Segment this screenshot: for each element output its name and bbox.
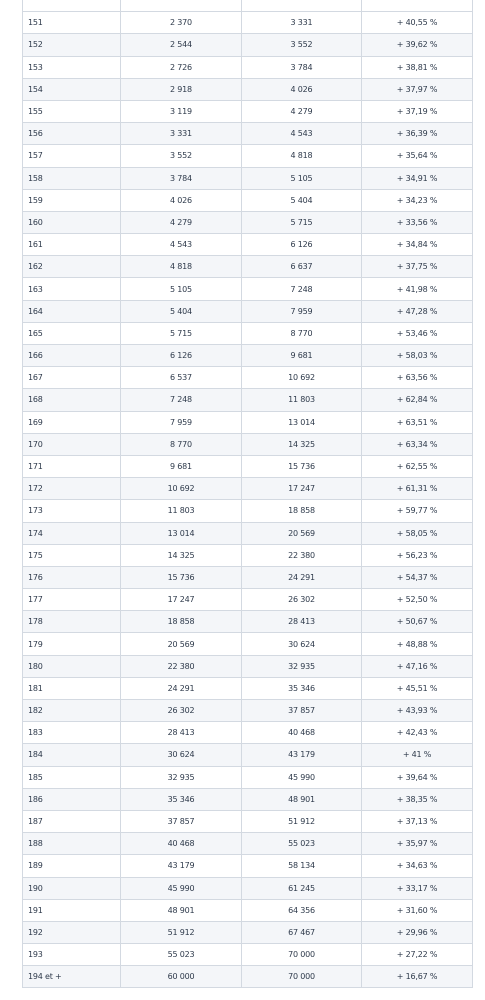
table-row — [23, 189, 473, 211]
percent-change-cell: + 56,23 % — [362, 544, 473, 566]
value-to-cell: 70 000 — [242, 966, 362, 988]
table-header-row-cut — [23, 0, 473, 12]
tranche-cell: 184 — [23, 744, 121, 766]
percent-change-cell: + 39,64 % — [362, 766, 473, 788]
table-row — [23, 589, 473, 611]
percent-change-cell: + 38,35 % — [362, 788, 473, 810]
value-from-cell: 3 119 — [121, 100, 242, 122]
tranche-cell: 156 — [23, 123, 121, 145]
tranche-cell: 162 — [23, 256, 121, 278]
table-row — [23, 766, 473, 788]
value-to-cell: 67 467 — [242, 921, 362, 943]
value-from-cell: 24 291 — [121, 677, 242, 699]
table-row — [23, 345, 473, 367]
percent-change-cell: + 31,60 % — [362, 899, 473, 921]
value-to-cell: 3 331 — [242, 12, 362, 34]
value-from-cell: 35 346 — [121, 788, 242, 810]
value-to-cell: 55 023 — [242, 833, 362, 855]
percent-change-cell: + 38,81 % — [362, 56, 473, 78]
table-row — [23, 855, 473, 877]
tranche-cell: 178 — [23, 611, 121, 633]
table-row — [23, 433, 473, 455]
percent-change-cell: + 36,39 % — [362, 123, 473, 145]
value-to-cell: 43 179 — [242, 744, 362, 766]
percent-change-cell: + 58,03 % — [362, 345, 473, 367]
tax-bracket-table-container — [22, 0, 472, 988]
table-row — [23, 744, 473, 766]
value-from-cell: 22 380 — [121, 655, 242, 677]
header-cell — [121, 0, 242, 12]
tranche-cell: 169 — [23, 411, 121, 433]
tranche-cell: 154 — [23, 78, 121, 100]
value-to-cell: 4 818 — [242, 145, 362, 167]
percent-change-cell: + 58,05 % — [362, 522, 473, 544]
percent-change-cell: + 42,43 % — [362, 722, 473, 744]
table-row — [23, 899, 473, 921]
tranche-cell: 166 — [23, 345, 121, 367]
value-to-cell: 28 413 — [242, 611, 362, 633]
percent-change-cell: + 35,64 % — [362, 145, 473, 167]
table-row — [23, 167, 473, 189]
value-to-cell: 17 247 — [242, 478, 362, 500]
table-row — [23, 966, 473, 988]
tranche-cell: 193 — [23, 944, 121, 966]
value-from-cell: 5 105 — [121, 278, 242, 300]
value-from-cell: 20 569 — [121, 633, 242, 655]
tranche-cell: 179 — [23, 633, 121, 655]
value-to-cell: 6 126 — [242, 234, 362, 256]
table-row — [23, 611, 473, 633]
value-from-cell: 18 858 — [121, 611, 242, 633]
value-from-cell: 51 912 — [121, 921, 242, 943]
tranche-cell: 186 — [23, 788, 121, 810]
header-cell — [362, 0, 473, 12]
percent-change-cell: + 34,63 % — [362, 855, 473, 877]
percent-change-cell: + 62,55 % — [362, 455, 473, 477]
value-to-cell: 51 912 — [242, 810, 362, 832]
value-to-cell: 20 569 — [242, 522, 362, 544]
tranche-cell: 163 — [23, 278, 121, 300]
value-from-cell: 4 026 — [121, 189, 242, 211]
table-row — [23, 833, 473, 855]
tranche-cell: 158 — [23, 167, 121, 189]
tranche-cell: 187 — [23, 810, 121, 832]
percent-change-cell: + 37,13 % — [362, 810, 473, 832]
percent-change-cell: + 52,50 % — [362, 589, 473, 611]
percent-change-cell: + 53,46 % — [362, 322, 473, 344]
percent-change-cell: + 34,23 % — [362, 189, 473, 211]
tranche-cell: 152 — [23, 34, 121, 56]
value-to-cell: 35 346 — [242, 677, 362, 699]
value-from-cell: 3 552 — [121, 145, 242, 167]
percent-change-cell: + 39,62 % — [362, 34, 473, 56]
percent-change-cell: + 47,16 % — [362, 655, 473, 677]
value-to-cell: 58 134 — [242, 855, 362, 877]
table-row — [23, 944, 473, 966]
tranche-cell: 181 — [23, 677, 121, 699]
tranche-cell: 155 — [23, 100, 121, 122]
value-from-cell: 5 715 — [121, 322, 242, 344]
value-from-cell: 4 543 — [121, 234, 242, 256]
percent-change-cell: + 63,51 % — [362, 411, 473, 433]
value-from-cell: 2 726 — [121, 56, 242, 78]
value-from-cell: 10 692 — [121, 478, 242, 500]
percent-change-cell: + 29,96 % — [362, 921, 473, 943]
header-cell — [242, 0, 362, 12]
percent-change-cell: + 43,93 % — [362, 700, 473, 722]
value-from-cell: 11 803 — [121, 500, 242, 522]
value-from-cell: 37 857 — [121, 810, 242, 832]
percent-change-cell: + 47,28 % — [362, 300, 473, 322]
value-from-cell: 6 126 — [121, 345, 242, 367]
table-row — [23, 677, 473, 699]
percent-change-cell: + 41 % — [362, 744, 473, 766]
value-from-cell: 2 544 — [121, 34, 242, 56]
value-from-cell: 5 404 — [121, 300, 242, 322]
percent-change-cell: + 37,75 % — [362, 256, 473, 278]
table-row — [23, 655, 473, 677]
table-row — [23, 12, 473, 34]
percent-change-cell: + 16,67 % — [362, 966, 473, 988]
value-to-cell: 37 857 — [242, 700, 362, 722]
value-to-cell: 8 770 — [242, 322, 362, 344]
value-from-cell: 9 681 — [121, 455, 242, 477]
tranche-cell: 176 — [23, 566, 121, 588]
value-from-cell: 4 818 — [121, 256, 242, 278]
value-from-cell: 32 935 — [121, 766, 242, 788]
value-from-cell: 8 770 — [121, 433, 242, 455]
tranche-cell: 190 — [23, 877, 121, 899]
tranche-cell: 180 — [23, 655, 121, 677]
header-cell — [23, 0, 121, 12]
tranche-cell: 182 — [23, 700, 121, 722]
tranche-cell: 188 — [23, 833, 121, 855]
tranche-cell: 165 — [23, 322, 121, 344]
value-to-cell: 24 291 — [242, 566, 362, 588]
percent-change-cell: + 63,34 % — [362, 433, 473, 455]
tranche-cell: 175 — [23, 544, 121, 566]
tranche-cell: 153 — [23, 56, 121, 78]
table-row — [23, 211, 473, 233]
tranche-cell: 171 — [23, 455, 121, 477]
value-to-cell: 9 681 — [242, 345, 362, 367]
table-row — [23, 322, 473, 344]
table-row — [23, 56, 473, 78]
value-from-cell: 7 248 — [121, 389, 242, 411]
tax-bracket-table — [22, 0, 473, 988]
percent-change-cell: + 54,37 % — [362, 566, 473, 588]
percent-change-cell: + 48,88 % — [362, 633, 473, 655]
value-to-cell: 13 014 — [242, 411, 362, 433]
value-from-cell: 45 990 — [121, 877, 242, 899]
table-row — [23, 478, 473, 500]
table-body — [23, 12, 473, 988]
tranche-cell: 159 — [23, 189, 121, 211]
table-row — [23, 123, 473, 145]
table-row — [23, 300, 473, 322]
value-to-cell: 30 624 — [242, 633, 362, 655]
table-row — [23, 100, 473, 122]
value-from-cell: 2 918 — [121, 78, 242, 100]
value-to-cell: 7 248 — [242, 278, 362, 300]
value-to-cell: 14 325 — [242, 433, 362, 455]
table-row — [23, 78, 473, 100]
value-to-cell: 5 105 — [242, 167, 362, 189]
value-to-cell: 22 380 — [242, 544, 362, 566]
table-row — [23, 278, 473, 300]
value-to-cell: 4 026 — [242, 78, 362, 100]
table-row — [23, 500, 473, 522]
value-to-cell: 7 959 — [242, 300, 362, 322]
tranche-cell: 194 et + — [23, 966, 121, 988]
value-to-cell: 3 784 — [242, 56, 362, 78]
table-row — [23, 455, 473, 477]
percent-change-cell: + 45,51 % — [362, 677, 473, 699]
tranche-cell: 177 — [23, 589, 121, 611]
value-to-cell: 26 302 — [242, 589, 362, 611]
value-to-cell: 61 245 — [242, 877, 362, 899]
table-row — [23, 700, 473, 722]
value-from-cell: 26 302 — [121, 700, 242, 722]
tranche-cell: 161 — [23, 234, 121, 256]
value-from-cell: 17 247 — [121, 589, 242, 611]
table-row — [23, 544, 473, 566]
table-row — [23, 256, 473, 278]
table-row — [23, 389, 473, 411]
tranche-cell: 151 — [23, 12, 121, 34]
value-from-cell: 48 901 — [121, 899, 242, 921]
value-from-cell: 43 179 — [121, 855, 242, 877]
value-to-cell: 3 552 — [242, 34, 362, 56]
percent-change-cell: + 41,98 % — [362, 278, 473, 300]
value-to-cell: 6 637 — [242, 256, 362, 278]
value-from-cell: 40 468 — [121, 833, 242, 855]
value-to-cell: 11 803 — [242, 389, 362, 411]
value-to-cell: 5 715 — [242, 211, 362, 233]
value-to-cell: 40 468 — [242, 722, 362, 744]
value-from-cell: 14 325 — [121, 544, 242, 566]
percent-change-cell: + 34,91 % — [362, 167, 473, 189]
percent-change-cell: + 35,97 % — [362, 833, 473, 855]
table-row — [23, 234, 473, 256]
value-to-cell: 18 858 — [242, 500, 362, 522]
value-from-cell: 3 331 — [121, 123, 242, 145]
value-to-cell: 48 901 — [242, 788, 362, 810]
table-row — [23, 810, 473, 832]
tranche-cell: 183 — [23, 722, 121, 744]
table-row — [23, 411, 473, 433]
table-row — [23, 34, 473, 56]
table-row — [23, 921, 473, 943]
percent-change-cell: + 50,67 % — [362, 611, 473, 633]
value-to-cell: 5 404 — [242, 189, 362, 211]
percent-change-cell: + 59,77 % — [362, 500, 473, 522]
value-from-cell: 15 736 — [121, 566, 242, 588]
table-row — [23, 566, 473, 588]
tranche-cell: 170 — [23, 433, 121, 455]
table-row — [23, 722, 473, 744]
percent-change-cell: + 62,84 % — [362, 389, 473, 411]
value-to-cell: 15 736 — [242, 455, 362, 477]
value-from-cell: 60 000 — [121, 966, 242, 988]
value-to-cell: 70 000 — [242, 944, 362, 966]
tranche-cell: 192 — [23, 921, 121, 943]
percent-change-cell: + 61,31 % — [362, 478, 473, 500]
tranche-cell: 168 — [23, 389, 121, 411]
percent-change-cell: + 40,55 % — [362, 12, 473, 34]
tranche-cell: 189 — [23, 855, 121, 877]
value-from-cell: 4 279 — [121, 211, 242, 233]
table-row — [23, 145, 473, 167]
percent-change-cell: + 63,56 % — [362, 367, 473, 389]
tranche-cell: 174 — [23, 522, 121, 544]
percent-change-cell: + 37,97 % — [362, 78, 473, 100]
table-row — [23, 522, 473, 544]
tranche-cell: 191 — [23, 899, 121, 921]
tranche-cell: 172 — [23, 478, 121, 500]
percent-change-cell: + 33,56 % — [362, 211, 473, 233]
tranche-cell: 157 — [23, 145, 121, 167]
value-from-cell: 28 413 — [121, 722, 242, 744]
percent-change-cell: + 33,17 % — [362, 877, 473, 899]
percent-change-cell: + 27,22 % — [362, 944, 473, 966]
tranche-cell: 160 — [23, 211, 121, 233]
percent-change-cell: + 34,84 % — [362, 234, 473, 256]
value-from-cell: 55 023 — [121, 944, 242, 966]
value-to-cell: 64 356 — [242, 899, 362, 921]
value-to-cell: 10 692 — [242, 367, 362, 389]
table-row — [23, 367, 473, 389]
table-row — [23, 788, 473, 810]
value-from-cell: 13 014 — [121, 522, 242, 544]
value-from-cell: 3 784 — [121, 167, 242, 189]
value-from-cell: 2 370 — [121, 12, 242, 34]
tranche-cell: 164 — [23, 300, 121, 322]
percent-change-cell: + 37,19 % — [362, 100, 473, 122]
value-from-cell: 30 624 — [121, 744, 242, 766]
value-to-cell: 4 543 — [242, 123, 362, 145]
value-to-cell: 4 279 — [242, 100, 362, 122]
table-row — [23, 633, 473, 655]
table-row — [23, 877, 473, 899]
tranche-cell: 185 — [23, 766, 121, 788]
value-to-cell: 32 935 — [242, 655, 362, 677]
value-to-cell: 45 990 — [242, 766, 362, 788]
value-from-cell: 6 537 — [121, 367, 242, 389]
tranche-cell: 167 — [23, 367, 121, 389]
value-from-cell: 7 959 — [121, 411, 242, 433]
tranche-cell: 173 — [23, 500, 121, 522]
